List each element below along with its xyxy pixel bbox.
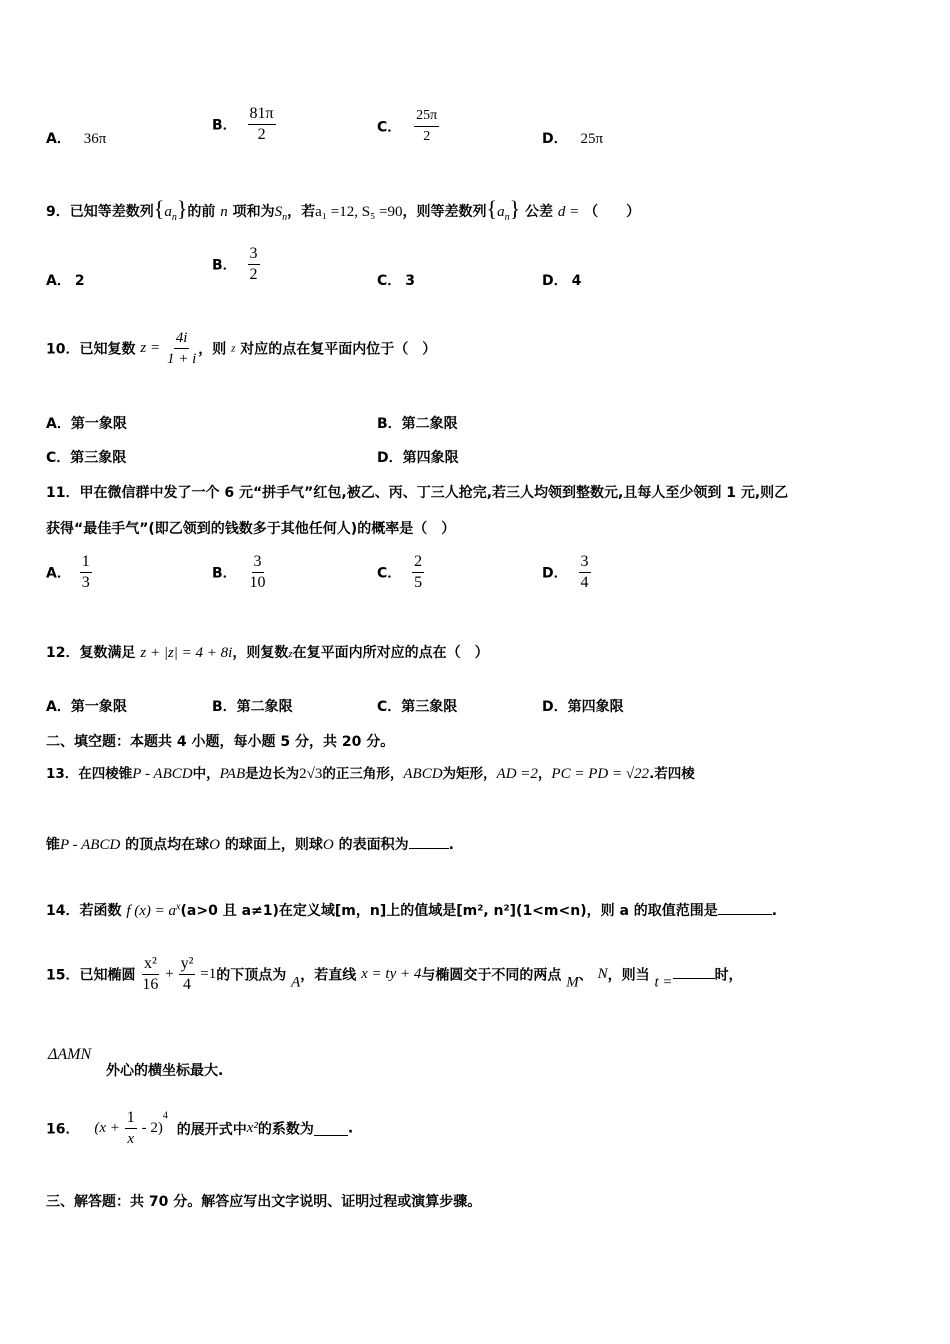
q10-option-a: A．第一象限	[46, 416, 127, 432]
q13-stem-line1: 13．在四棱锥P - ABCD中，PAB是边长为2√3的正三角形，ABCD为矩形，AD =2，PC = PD = √22.若四棱	[46, 766, 695, 782]
q12-option-b: B．第二象限	[212, 699, 293, 715]
q9-option-c: C． 3	[377, 273, 416, 289]
q8-c-fraction: $\frac{25\pi}{2}$	[416, 108, 438, 144]
q10-option-d: D．第四象限	[377, 450, 459, 466]
q15-stem-line2-text: 外心的横坐标最大.	[106, 1063, 224, 1079]
q11-c-fraction: $\frac{2}{5}$	[414, 553, 423, 591]
q13-answer-blank[interactable]	[409, 834, 449, 849]
q10-fraction: $\frac{4i}{1 + i}$	[166, 330, 197, 367]
q11-stem-line2: 获得“最佳手气”(即乙领到的钱数多于其他任何人)的概率是（ ）	[46, 521, 456, 537]
q15-stem-line1: 15．已知椭圆 $\frac{\text{x²}}{16}$ + $\frac{\text{y²}}{4}$ =1的下顶点为 A，若直线 x = ty + 4与椭圆交于不同的两点 M、 N，则当 t = 时，	[46, 955, 743, 993]
q11-a-fraction: $\frac{1}{3}$	[81, 553, 90, 591]
q16-stem: 16． (x + $\frac{1}{x}$ - 2)$^4$ 的展开式中x²的系数为 .	[46, 1109, 354, 1147]
q12-option-a: A．第一象限	[46, 699, 127, 715]
section-3-heading: 三、解答题：共 70 分。解答应写出文字说明、证明过程或演算步骤。	[46, 1194, 482, 1210]
q11-option-c: C． $\frac{2}{5}$	[377, 553, 423, 591]
q8-option-b: B． $\frac{81\pi}{2}$	[212, 105, 274, 143]
q9-stem: 9．已知等差数列$\{a_n\}$的前 n 项和为$S_n$，若a₁ =12, S₅ =90，则等差数列$\{a_n\}$ 公差 d = （ ）	[46, 196, 641, 223]
q14-stem: 14．若函数 f $(x) = a^x(a>0$ 且 a≠1)在定义域[m，n]上的值域是[m², n²](1<m<n)，则 a 的取值范围是 .	[46, 901, 778, 919]
q16-fraction: $\frac{1}{x}$	[126, 1109, 135, 1147]
section-2-heading: 二、填空题：本题共 4 小题，每小题 5 分，共 20 分。	[46, 734, 395, 750]
q12-option-c: C．第三象限	[377, 699, 458, 715]
q11-option-b: B． $\frac{3}{10}$	[212, 553, 266, 591]
q9-b-fraction: $\frac{3}{2}$	[249, 245, 258, 283]
q8-option-a: A． 36π	[46, 131, 107, 147]
q11-b-fraction: $\frac{3}{10}$	[249, 553, 266, 591]
q11-option-d: D． $\frac{3}{4}$	[542, 553, 589, 591]
q12-stem: 12．复数满足 z + |z| = 4 + 8i，则复数z在复平面内所对应的点在（ ）	[46, 645, 489, 661]
q11-d-fraction: $\frac{3}{4}$	[580, 553, 589, 591]
q14-answer-blank[interactable]	[718, 900, 772, 915]
q12-option-d: D．第四象限	[542, 699, 624, 715]
q15-x-fraction: $\frac{\text{x²}}{16}$	[142, 955, 159, 993]
q15-stem-line2: ΔAMN	[48, 1046, 92, 1063]
q10-option-b: B．第二象限	[377, 416, 458, 432]
q11-stem-line1: 11．甲在微信群中发了一个 6 元“拼手气”红包,被乙、丙、丁三人抢完,若三人均领到整数元,且每人至少领到 1 元,则乙	[46, 485, 789, 501]
q13-stem-line2: 锥P - ABCD 的顶点均在球O 的球面上，则球O 的表面积为 .	[46, 834, 454, 854]
q10-stem: 10．已知复数 z = $\frac{4i}{1 + i}$ ，则 z 对应的点在复平面内位于（ ）	[46, 330, 437, 367]
q9-option-a: A． 2	[46, 273, 85, 289]
q15-answer-blank[interactable]	[673, 964, 715, 979]
q8-b-fraction: $\frac{81\pi}{2}$	[249, 105, 274, 143]
q8-option-d: D． 25π	[542, 131, 604, 147]
q9-option-b: B． $\frac{3}{2}$	[212, 245, 258, 283]
q8-option-c: C． $\frac{25\pi}{2}$	[377, 106, 439, 147]
q16-answer-blank[interactable]	[314, 1121, 348, 1136]
q10-option-c: C．第三象限	[46, 450, 127, 466]
q15-y-fraction: $\frac{\text{y²}}{4}$	[180, 955, 194, 993]
q11-option-a: A． $\frac{1}{3}$	[46, 553, 90, 591]
q9-option-d: D． 4	[542, 273, 582, 289]
